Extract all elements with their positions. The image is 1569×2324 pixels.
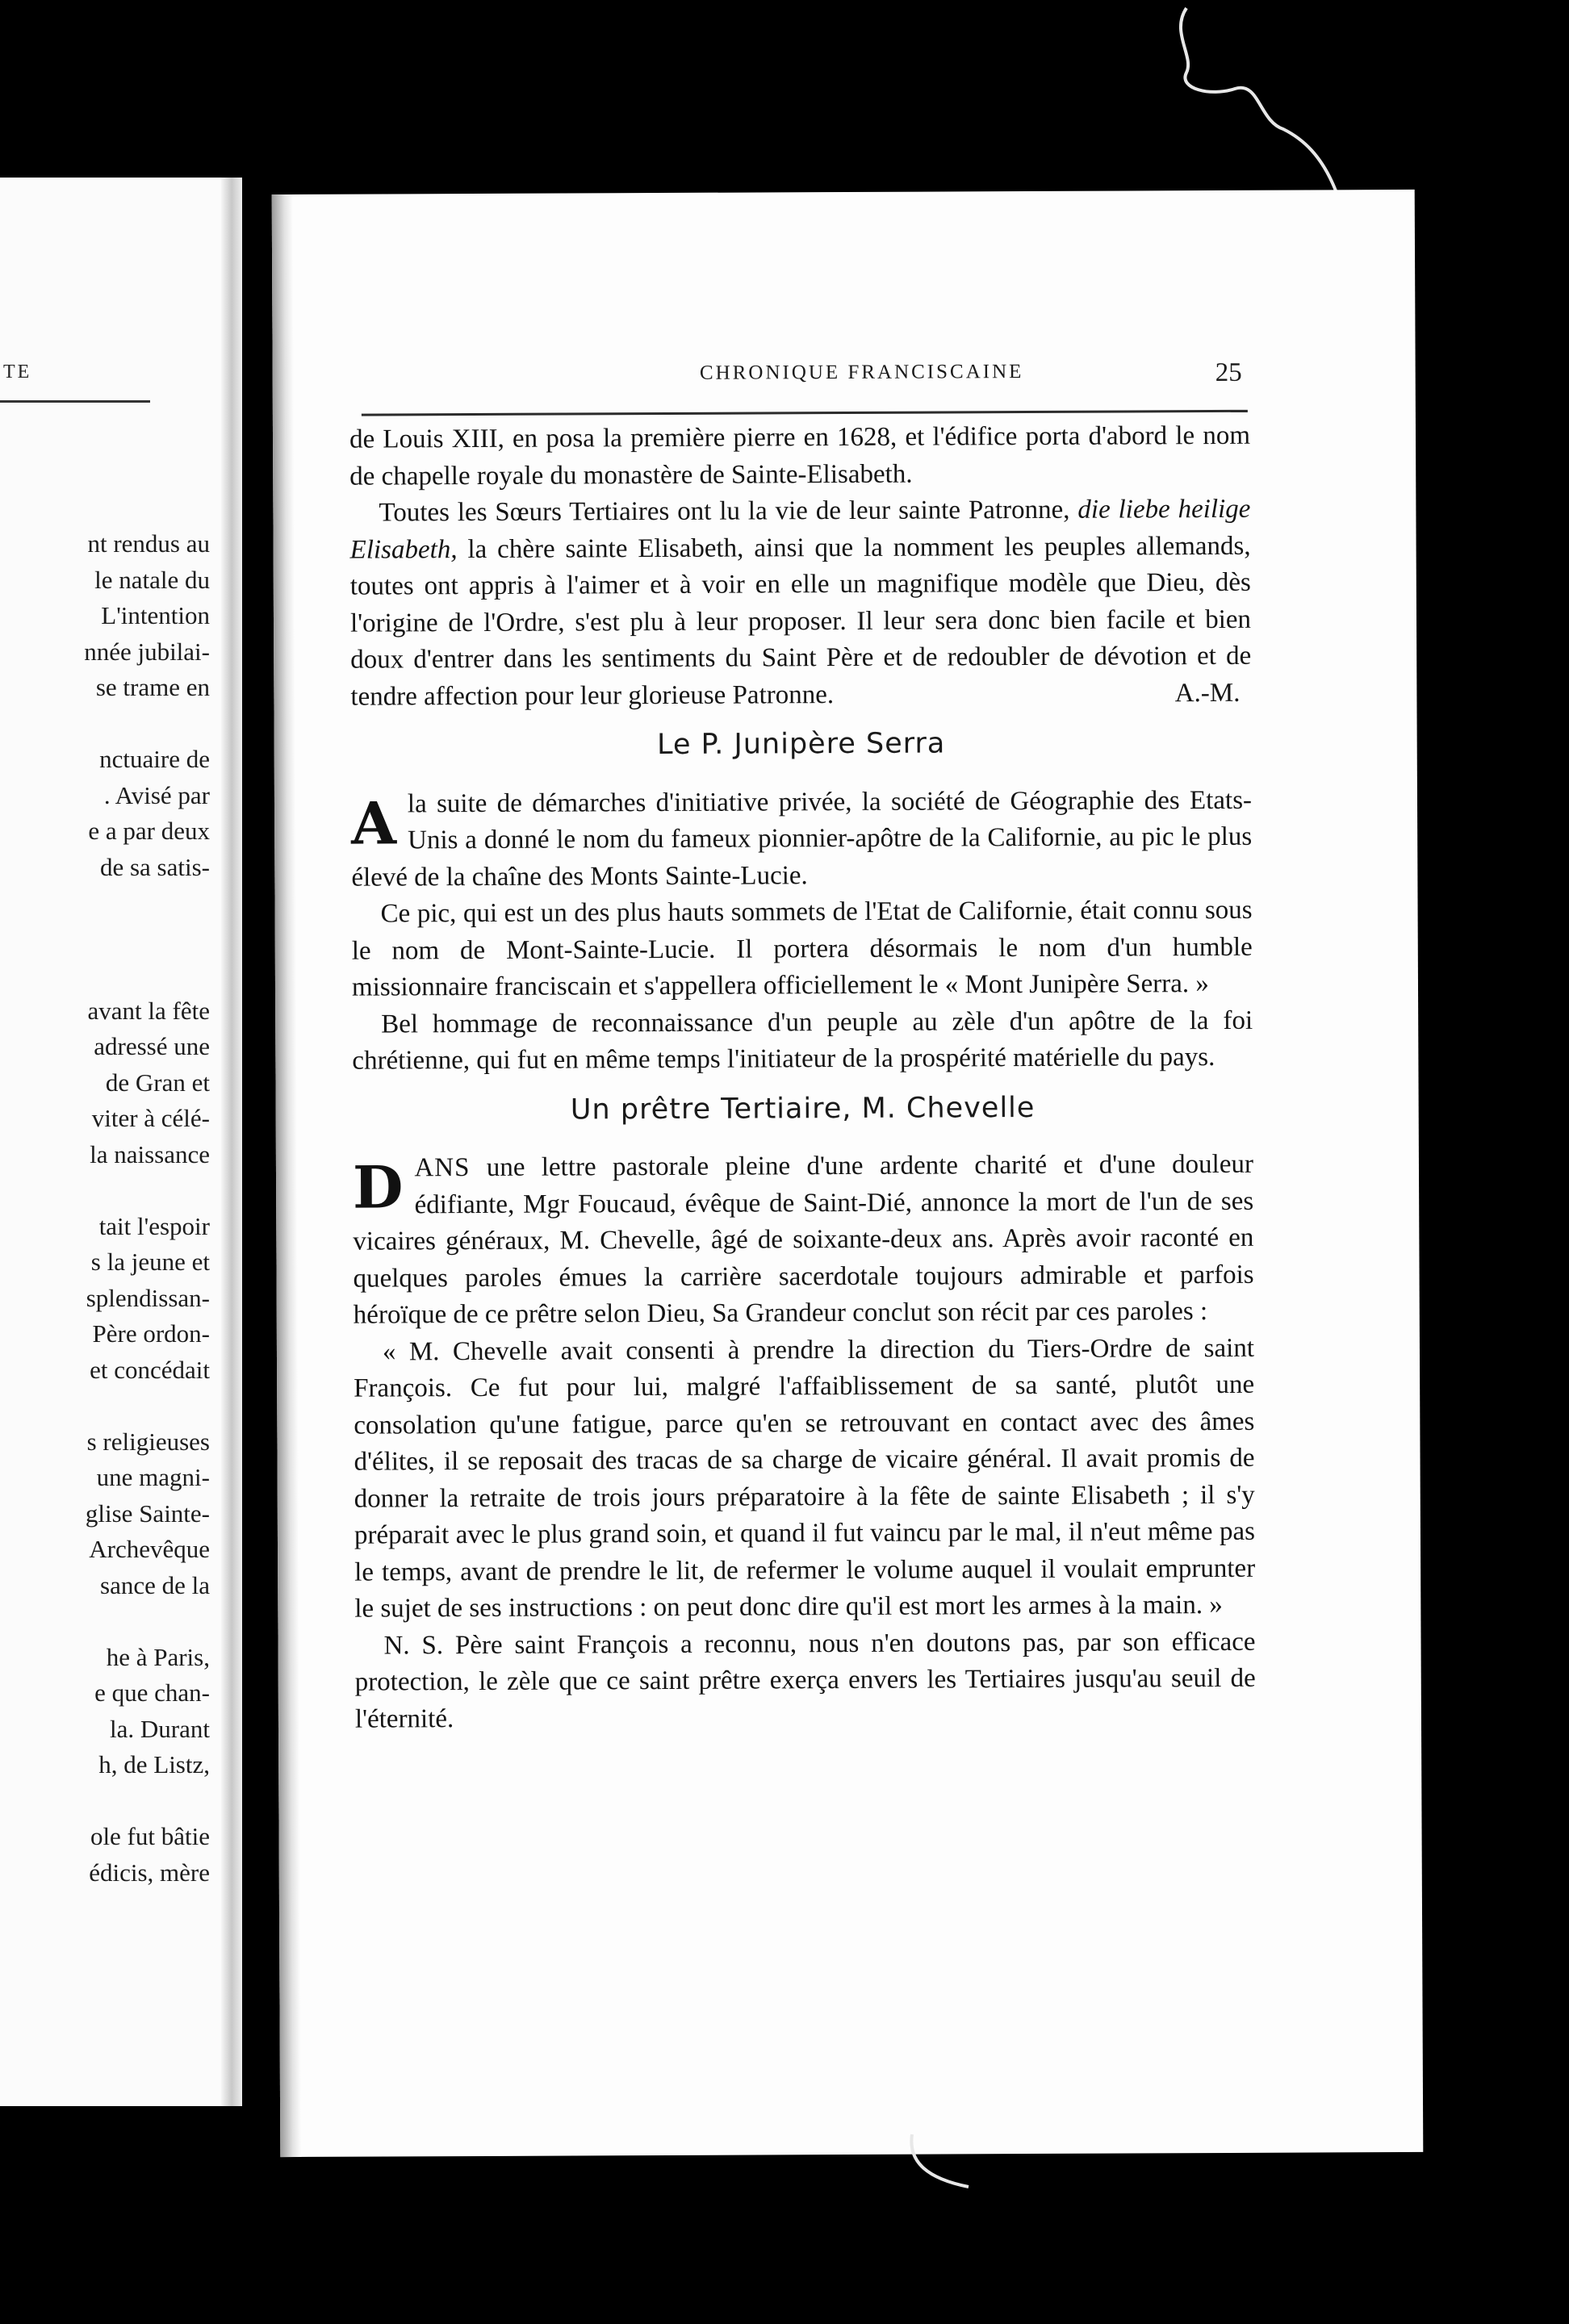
left-page-line: avant la fête bbox=[87, 996, 210, 1025]
section-title-chevelle: Un prêtre Tertiaire, M. Chevelle bbox=[570, 1091, 1036, 1126]
intro-p2-start: Toutes les Sœurs Tertiaires ont lu la vie de leur sainte Patronne, bbox=[379, 495, 1078, 528]
left-page-line: nt rendus au bbox=[87, 529, 210, 558]
author-signature: A.-M. bbox=[1174, 678, 1241, 708]
left-page-line: s religieuses bbox=[86, 1427, 210, 1456]
left-page-line: h, de Listz, bbox=[98, 1750, 210, 1779]
left-page-line: he à Paris, bbox=[106, 1642, 210, 1671]
serra-p1-text: la suite de démarches d'initiative privée, la société de Géographie des Etats-Unis a donné le nom du fameux pionnier-apôtre de la Californie, au pic le plus élevé de la chaîne des Monts Sainte-Lucie. bbox=[351, 785, 1253, 892]
serra-paragraph-3: Bel hommage de reconnaissance d'un peuple au zèle d'un apôtre de la foi chrétienne, qui fut en même temps l'initiateur de la prospérité matérielle du pays. bbox=[352, 1005, 1253, 1076]
left-page-line: de sa satis- bbox=[99, 852, 210, 881]
intro-p2-german-title: die liebe heilige Elisabeth, bbox=[349, 494, 1251, 565]
left-page-gutter-shadow bbox=[221, 178, 242, 2106]
left-page-line: la naissance bbox=[90, 1139, 210, 1168]
left-page-line: la. Durant bbox=[110, 1714, 210, 1743]
left-page-header: TE bbox=[3, 362, 32, 382]
bookmark-ribbon-icon bbox=[1162, 0, 1404, 210]
left-page-line: glise Sainte- bbox=[85, 1498, 210, 1528]
left-page-line: sance de la bbox=[100, 1570, 210, 1599]
intro-paragraph-1: de Louis XIII, en posa la première pierre en 1628, et l'édifice porta d'abord le nom de chapelle royale du monastère de Sainte-Elisabeth. bbox=[349, 420, 1251, 491]
left-page-line: L'intention bbox=[101, 601, 210, 629]
left-page-line: Père ordon- bbox=[92, 1319, 210, 1348]
left-page bbox=[0, 178, 242, 2106]
page-number: 25 bbox=[1215, 357, 1242, 388]
left-page-line: e que chan- bbox=[94, 1678, 210, 1707]
left-page-line: nnée jubilai- bbox=[84, 637, 210, 666]
left-page-line: ole fut bâtie bbox=[90, 1822, 210, 1850]
left-page-line: . Avisé par bbox=[103, 780, 210, 809]
left-page-line: Archevêque bbox=[89, 1535, 210, 1563]
left-page-line: de Gran et bbox=[105, 1068, 210, 1097]
header-rule bbox=[362, 410, 1248, 416]
dropcap-continuation: ANS bbox=[414, 1153, 471, 1183]
left-page-line: viter à célé- bbox=[91, 1104, 210, 1132]
left-page-header-rule bbox=[0, 400, 150, 403]
left-page-line: et concédait bbox=[90, 1355, 210, 1384]
chevelle-p1-text: une lettre pastorale pleine d'une ardente charité et d'une douleur édifiante, Mgr Foucaud, évêque de Saint-Dié, annonce la mort de l'un de ses vicaires généraux, M. Chevelle, âgé de soixante-deux ans. Après avoir raconté en quelques paroles émues la carrière sacerdotale toujours admirable et parfois héroïque de ce prêtre selon Dieu, Sa Grandeur conclut son récit par ces paroles : bbox=[353, 1149, 1254, 1330]
left-page-line: splendissan- bbox=[86, 1283, 210, 1312]
left-page-line: le natale du bbox=[94, 565, 210, 594]
left-page-line: nctuaire de bbox=[99, 745, 210, 773]
ribbon-end-icon bbox=[904, 2130, 977, 2195]
left-page-line: s la jeune et bbox=[90, 1248, 210, 1276]
dropcap-d: D bbox=[352, 1152, 404, 1222]
left-page-line: se trame en bbox=[95, 673, 210, 701]
right-page bbox=[272, 190, 1424, 2157]
intro-p2-end: la chère sainte Elisabeth, ainsi que la nomment les peuples allemands, toutes ont appris à l'aimer et à voir en elle un magnifique modèle que Dieu, dès l'origine de l'Ordre, s'est plu à leur proposer. Il leur sera donc bien facile et bien doux d'entrer dans les sentiments du Saint Père et de redoubler de dévotion et de tendre affection pour leur glorieuse Patronne. bbox=[349, 531, 1252, 712]
left-page-line: tait l'espoir bbox=[98, 1211, 210, 1240]
chevelle-quote-paragraph: « M. Chevelle avait consenti à prendre la direction du Tiers-Ordre de saint François. Ce fut pour lui, malgré l'affaiblissement de sa santé, plutôt une consolation qu'une fatigue, parce qu'en se retrouvant en contact avec des âmes d'élites, il se reposait des tracas de sa charge de vicaire général. Il avait promis de donner la retraite de trois jours préparatoire à la fête de sainte Elisabeth ; il s'y préparait avec le plus grand soin, et quand il fut vaincu par le mal, il n'eut même pas le temps, avant de prendre le lit, de refermer le volume auquel il voulait emprunter le sujet de ses instructions : on peut donc dire qu'il est mort les armes à la main. » bbox=[354, 1333, 1256, 1624]
left-page-line: e a par deux bbox=[88, 817, 210, 845]
dropcap-a: A bbox=[350, 788, 397, 858]
serra-paragraph-1 bbox=[351, 782, 1253, 896]
serra-paragraph-2: Ce pic, qui est un des plus hauts sommets de l'Etat de Californie, était connu sous le nom de Mont-Sainte-Lucie. Il portera désormais le nom d'un humble missionnaire franciscain et s'appellera officiellement le « Mont Junipère Serra. » bbox=[351, 895, 1253, 1002]
left-page-line: édicis, mère bbox=[89, 1858, 210, 1887]
running-header: CHRONIQUE FRANCISCAINE bbox=[699, 361, 1024, 384]
article-body bbox=[349, 418, 1256, 1738]
right-page-gutter-shadow bbox=[272, 194, 302, 2157]
left-page-line: une magni- bbox=[96, 1463, 210, 1491]
chevelle-closing-paragraph: N. S. Père saint François a reconnu, nous n'en doutons pas, par son efficace protection, le zèle que ce saint prêtre exerça envers les Tertiaires jusqu'au seuil de l'éternité. bbox=[354, 1627, 1256, 1734]
section-title-serra: Le P. Junipère Serra bbox=[656, 727, 946, 762]
left-page-line: adressé une bbox=[94, 1032, 210, 1060]
chevelle-paragraph-1 bbox=[353, 1147, 1254, 1334]
